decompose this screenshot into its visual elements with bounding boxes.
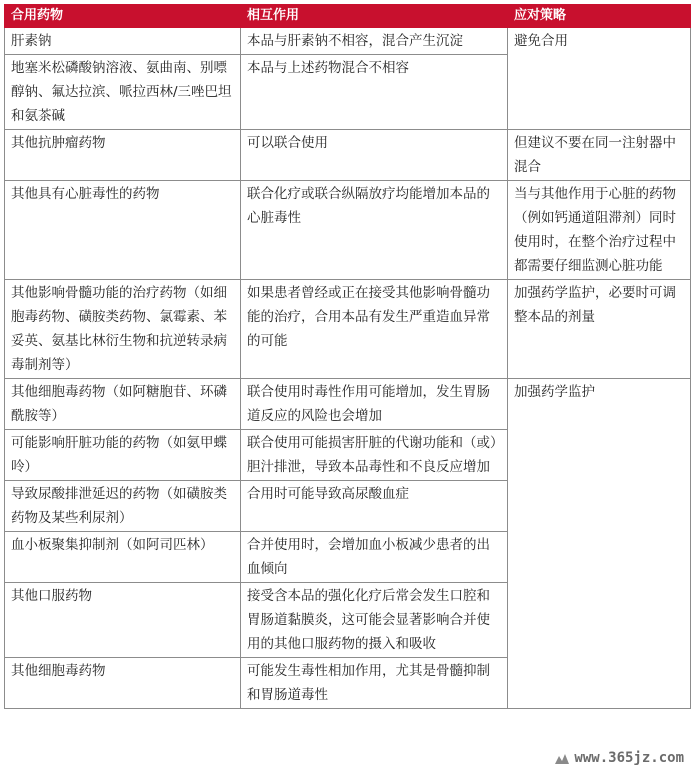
drug-cell: 其他影响骨髓功能的治疗药物（如细胞毒药物、磺胺类药物、氯霉素、苯妥英、氨基比林衍生物和抗逆转录病毒制剂等） [5,280,241,379]
interaction-cell: 合用时可能导致高尿酸血症 [241,481,508,532]
interaction-cell: 合并使用时，会增加血小板减少患者的出血倾向 [241,532,508,583]
drug-cell: 肝素钠 [5,28,241,55]
interaction-cell: 接受含本品的强化化疗后常会发生口腔和胃肠道黏膜炎，这可能会显著影响合并使用的其他口服药物的摄入和吸收 [241,583,508,658]
table-row [5,379,691,430]
interaction-cell: 如果患者曾经或正在接受其他影响骨髓功能的治疗，合用本品有发生严重造血异常的可能 [241,280,508,379]
table-row [5,280,691,379]
drug-cell: 可能影响肝脏功能的药物（如氨甲蝶呤） [5,430,241,481]
table-row [5,181,691,280]
header-drug: 合用药物 [5,5,241,28]
drug-cell: 地塞米松磷酸钠溶液、氨曲南、别嘌醇钠、氟达拉滨、哌拉西林/三唑巴坦和氨茶碱 [5,55,241,130]
header-strategy: 应对策略 [508,5,691,28]
strategy-cell: 加强药学监护，必要时可调整本品的剂量 [508,280,691,379]
table-row [5,28,691,55]
site-logo-icon [554,752,570,766]
watermark-text: www.365jz.com [574,750,684,766]
drug-cell: 其他抗肿瘤药物 [5,130,241,181]
drug-cell: 其他细胞毒药物（如阿糖胞苷、环磷酰胺等） [5,379,241,430]
interaction-cell: 联合化疗或联合纵隔放疗均能增加本品的心脏毒性 [241,181,508,280]
interaction-cell: 本品与上述药物混合不相容 [241,55,508,130]
table-header-row [5,5,691,28]
strategy-cell: 避免合用 [508,28,691,130]
drug-interaction-table [4,4,691,709]
strategy-cell: 加强药学监护 [508,379,691,709]
drug-cell: 其他口服药物 [5,583,241,658]
interaction-cell: 本品与肝素钠不相容，混合产生沉淀 [241,28,508,55]
drug-cell: 血小板聚集抑制剂（如阿司匹林） [5,532,241,583]
drug-cell: 其他具有心脏毒性的药物 [5,181,241,280]
drug-cell: 导致尿酸排泄延迟的药物（如磺胺类药物及某些利尿剂） [5,481,241,532]
interaction-cell: 可能发生毒性相加作用，尤其是骨髓抑制和胃肠道毒性 [241,658,508,709]
watermark [552,750,688,766]
strategy-cell: 但建议不要在同一注射器中混合 [508,130,691,181]
interaction-cell: 可以联合使用 [241,130,508,181]
header-interaction: 相互作用 [241,5,508,28]
strategy-cell: 当与其他作用于心脏的药物（例如钙通道阻滞剂）同时使用时，在整个治疗过程中都需要仔细监测心脏功能 [508,181,691,280]
interaction-cell: 联合使用时毒性作用可能增加，发生胃肠道反应的风险也会增加 [241,379,508,430]
drug-cell: 其他细胞毒药物 [5,658,241,709]
table-row [5,130,691,181]
interaction-cell: 联合使用可能损害肝脏的代谢功能和（或）胆汁排泄，导致本品毒性和不良反应增加 [241,430,508,481]
